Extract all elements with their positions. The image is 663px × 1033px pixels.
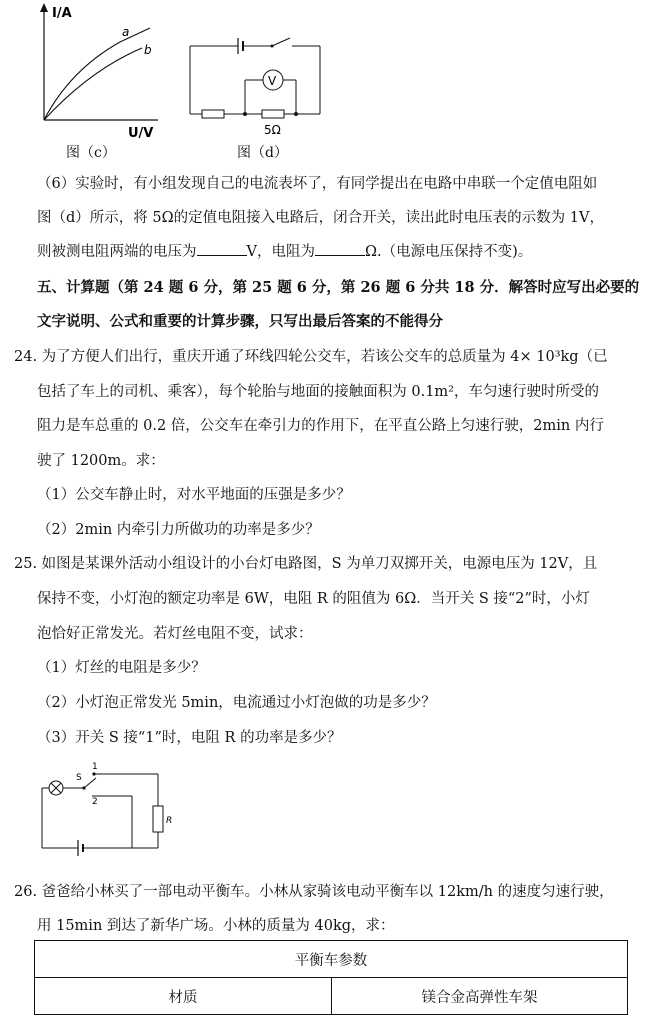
voltmeter-label: V <box>268 74 277 88</box>
section-5-heading-line-1: 五、计算题（第 24 题 6 分，第 25 题 6 分，第 26 题 6 分共 18 分．解答时应写出必要的 <box>37 279 640 296</box>
table-cell-material-label: 材质 <box>35 978 332 1015</box>
q24-line-1: 24. 为了方便人们出行，重庆开通了环线四轮公交车，若该公交车的总质量为 4× 10³kg（已 <box>14 349 608 365</box>
figure-d-caption: 图（d） <box>237 145 288 161</box>
answer-blank-resistance[interactable] <box>315 241 365 256</box>
q24-sub-2: （2）2min 内牵引力所做功的功率是多少？ <box>37 522 320 538</box>
contact-1-label: 1 <box>92 762 98 772</box>
q25-line-1: 25. 如图是某课外活动小组设计的小台灯电路图，S 为单刀双掷开关，电源电压为 12V，且 <box>14 556 598 572</box>
figure-c-caption: 图（c） <box>66 145 116 161</box>
q25-sub-3: （3）开关 S 接“1”时，电阻 R 的功率是多少？ <box>37 730 342 746</box>
balance-car-params-table <box>34 940 628 1015</box>
q24-line-3: 阻力是车总重的 0.2 倍，公交车在牵引力的作用下，在平直公路上匀速行驶，2min 内行 <box>37 418 604 434</box>
q26-line-1: 26. 爸爸给小林买了一部电动平衡车。小林从家骑该电动平衡车以 12km/h 的速度匀速行驶， <box>14 884 614 900</box>
q25-sub-2: （2）小灯泡正常发光 5min，电流通过小灯泡做的功是多少？ <box>37 695 436 711</box>
q24-sub-1: （1）公交车静止时，对水平地面的压强是多少？ <box>37 487 351 503</box>
curve-b-label: b <box>144 43 152 57</box>
q25-circuit-diagram <box>34 758 174 860</box>
q25-line-2: 保持不变，小灯泡的额定功率是 6W，电阻 R 的阻值为 6Ω．当开关 S 接“2”时，小灯 <box>37 591 590 607</box>
figure-c-graph <box>30 0 170 140</box>
q24-line-2: 包括了车上的司机、乘客），每个轮胎与地面的接触面积为 0.1m²，车匀速行驶时所受的 <box>37 384 599 400</box>
resistor-5ohm-label: 5Ω <box>264 123 281 137</box>
q6-line-3-part-2: V，电阻为 <box>246 244 315 260</box>
q25-sub-1: （1）灯丝的电阻是多少？ <box>37 660 206 676</box>
contact-2-label: 2 <box>92 797 98 807</box>
table-header: 平衡车参数 <box>35 941 628 978</box>
x-axis-label: U/V <box>128 126 154 140</box>
q6-line-1: （6）实验时，有小组发现自己的电流表坏了，有同学提出在电路中串联一个定值电阻如 <box>37 176 598 192</box>
resistor-r-label: R <box>166 816 173 826</box>
q24-line-4: 驶了 1200m。求： <box>37 453 165 469</box>
switch-s-label: S <box>76 773 82 783</box>
q25-line-3: 泡恰好正常发光。若灯丝电阻不变，试求： <box>37 626 313 642</box>
y-axis-label: I/A <box>52 6 72 21</box>
q6-line-3-part-1: 则被测电阻两端的电压为 <box>37 244 197 260</box>
q26-line-2: 用 15min 到达了新华广场。小林的质量为 40kg，求： <box>37 918 395 934</box>
answer-blank-voltage[interactable] <box>197 241 247 256</box>
q6-line-3-part-3: Ω.（电源电压保持不变)。 <box>364 244 533 260</box>
q6-line-3 <box>37 240 532 261</box>
figure-d-circuit <box>180 30 330 140</box>
q6-line-2: 图（d）所示，将 5Ω的定值电阻接入电路后，闭合开关，读出此时电压表的示数为 1V， <box>37 210 604 226</box>
table-cell-material-value: 镁合金高弹性车架 <box>332 978 628 1015</box>
section-5-heading-line-2: 文字说明、公式和重要的计算步骤，只写出最后答案的不能得分 <box>37 313 443 330</box>
curve-a-label: a <box>122 25 130 39</box>
